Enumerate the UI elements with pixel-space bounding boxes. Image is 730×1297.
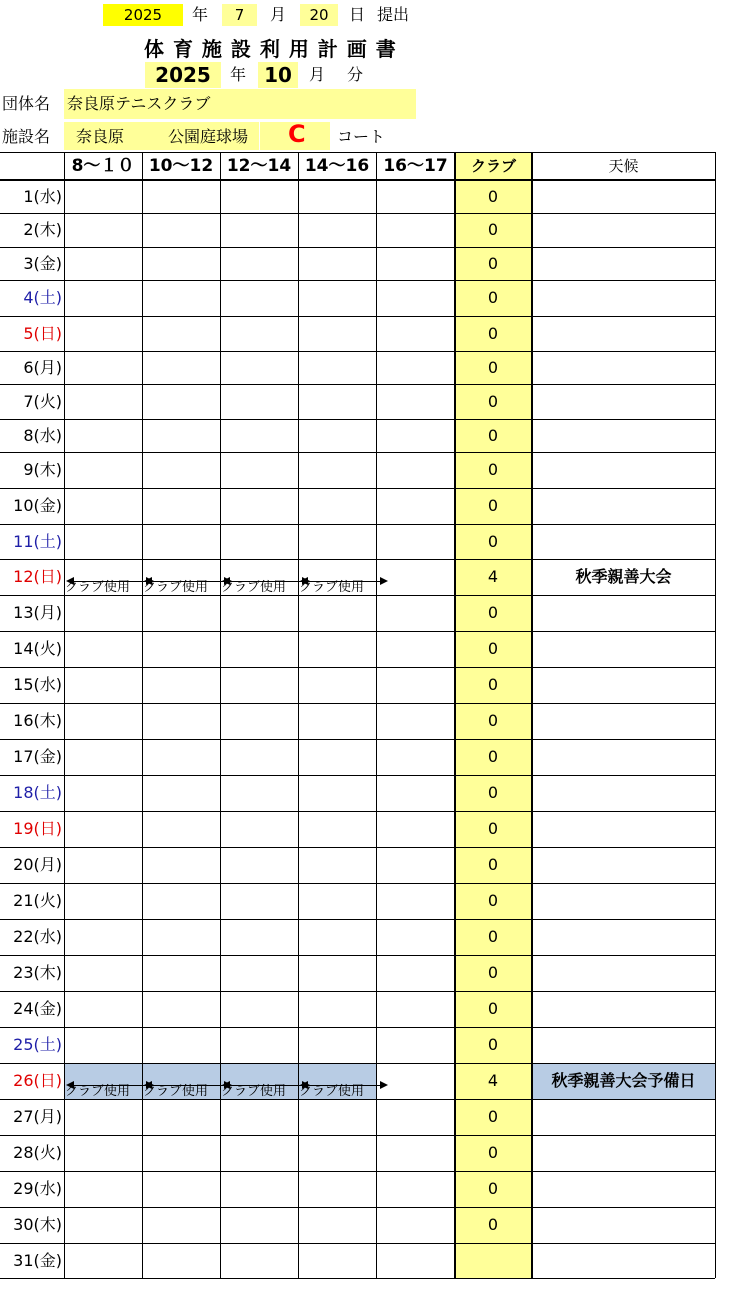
grid-line xyxy=(0,1243,715,1244)
club-count: 0 xyxy=(487,927,499,946)
club-use-label: クラブ使用 xyxy=(221,580,287,595)
club-count: 0 xyxy=(487,460,499,479)
grid-line xyxy=(0,419,715,420)
day-label: 16(木) xyxy=(13,711,62,730)
club-count: 0 xyxy=(487,891,499,910)
grid-line xyxy=(0,595,715,596)
club-count: 0 xyxy=(487,288,499,307)
day-label: 30(木) xyxy=(13,1215,62,1234)
plan-suffix: 分 xyxy=(347,65,364,84)
column-header: 14～16 xyxy=(304,156,370,176)
grid-line xyxy=(0,703,715,704)
day-label: 26(日) xyxy=(13,1071,62,1090)
grid-line xyxy=(0,488,715,489)
club-count: 0 xyxy=(487,1179,499,1198)
day-label: 9(木) xyxy=(23,460,62,479)
day-label: 10(金) xyxy=(13,496,62,515)
club-count: 0 xyxy=(487,819,499,838)
day-label: 6(月) xyxy=(23,358,62,377)
facility-label: 施設名 xyxy=(2,127,51,146)
day-label: 2(木) xyxy=(23,220,62,239)
club-count: 0 xyxy=(487,639,499,658)
column-header: 10～12 xyxy=(148,156,214,176)
day-label: 15(水) xyxy=(13,675,62,694)
grid-line xyxy=(0,847,715,848)
column-header: 12～14 xyxy=(226,156,292,176)
club-count: 0 xyxy=(487,220,499,239)
grid-line xyxy=(0,739,715,740)
grid-line xyxy=(0,316,715,317)
club-count: 0 xyxy=(487,711,499,730)
club-count: 0 xyxy=(487,532,499,551)
day-label: 12(日) xyxy=(13,567,62,586)
grid-line xyxy=(0,667,715,668)
grid-line xyxy=(0,1207,715,1208)
org-label: 団体名 xyxy=(2,94,51,113)
club-use-label: クラブ使用 xyxy=(299,580,365,595)
day-label: 19(日) xyxy=(13,819,62,838)
grid-line xyxy=(531,152,533,1278)
club-count: 0 xyxy=(487,358,499,377)
column-header: クラブ xyxy=(470,157,516,175)
club-count: 4 xyxy=(487,567,499,586)
grid-line xyxy=(298,152,299,1278)
grid-line xyxy=(0,811,715,812)
day-label: 4(土) xyxy=(23,288,62,307)
day-label: 24(金) xyxy=(13,999,62,1018)
grid-line xyxy=(0,1027,715,1028)
submit-day: 20 xyxy=(300,4,338,26)
club-count: 0 xyxy=(487,426,499,445)
grid-line xyxy=(0,179,715,181)
day-label: 27(月) xyxy=(13,1107,62,1126)
grid-line xyxy=(0,351,715,352)
column-header: 8～１０ xyxy=(71,156,135,176)
day-label: 28(火) xyxy=(13,1143,62,1162)
day-label: 20(月) xyxy=(13,855,62,874)
grid-line xyxy=(0,775,715,776)
day-label: 31(金) xyxy=(13,1251,62,1270)
club-count: 0 xyxy=(487,747,499,766)
day-label: 25(土) xyxy=(13,1035,62,1054)
grid-line xyxy=(0,883,715,884)
club-use-label: クラブ使用 xyxy=(65,1084,131,1099)
org-name: 奈良原テニスクラブ xyxy=(64,89,416,119)
day-label: 22(水) xyxy=(13,927,62,946)
plan-month-unit: 月 xyxy=(309,65,326,84)
grid-line xyxy=(376,152,377,1278)
plan-year-unit: 年 xyxy=(230,65,247,84)
facility-name: 奈良原 xyxy=(76,127,125,146)
day-label: 5(日) xyxy=(23,324,62,343)
grid-line xyxy=(0,1099,715,1100)
day-unit: 日 xyxy=(349,5,366,24)
club-count: 0 xyxy=(487,963,499,982)
club-count: 0 xyxy=(487,496,499,515)
club-count: 0 xyxy=(487,999,499,1018)
grid-line xyxy=(715,152,716,1278)
court-letter: C xyxy=(288,120,306,148)
grid-line xyxy=(0,452,715,453)
submit-month: 7 xyxy=(222,4,257,26)
day-label: 8(水) xyxy=(23,426,62,445)
grid-line xyxy=(0,955,715,956)
club-count: 4 xyxy=(487,1071,499,1090)
grid-line xyxy=(0,1171,715,1172)
grid-line xyxy=(220,152,221,1278)
day-label: 3(金) xyxy=(23,254,62,273)
submit-label: 提出 xyxy=(377,5,410,24)
grid-line xyxy=(0,524,715,525)
club-use-label: クラブ使用 xyxy=(221,1084,287,1099)
column-header: 天候 xyxy=(608,157,639,175)
club-count: 0 xyxy=(487,1143,499,1162)
arrow-right-icon xyxy=(380,577,388,585)
grid-line xyxy=(0,280,715,281)
club-use-label: クラブ使用 xyxy=(65,580,131,595)
plan-month: 10 xyxy=(258,62,298,88)
day-label: 7(火) xyxy=(23,392,62,411)
grid-line xyxy=(0,1278,715,1279)
day-label: 18(土) xyxy=(13,783,62,802)
year-unit: 年 xyxy=(192,5,209,24)
club-count: 0 xyxy=(487,675,499,694)
club-count: 0 xyxy=(487,324,499,343)
grid-line xyxy=(0,991,715,992)
grid-line xyxy=(64,152,65,1278)
club-count: 0 xyxy=(487,187,499,206)
day-label: 21(火) xyxy=(13,891,62,910)
club-count: 0 xyxy=(487,1215,499,1234)
club-count: 0 xyxy=(487,1035,499,1054)
grid-line xyxy=(0,631,715,632)
club-use-label: クラブ使用 xyxy=(143,580,209,595)
grid-line xyxy=(0,152,715,153)
plan-year: 2025 xyxy=(145,62,221,88)
club-count xyxy=(455,1243,531,1278)
page-title: 体 育 施 設 利 用 計 画 書 xyxy=(144,37,397,61)
column-header: 16～17 xyxy=(383,156,448,176)
day-label: 13(月) xyxy=(13,603,62,622)
court-unit: コート xyxy=(337,127,386,146)
club-count: 0 xyxy=(487,254,499,273)
grid-line xyxy=(0,247,715,248)
day-label: 1(水) xyxy=(23,187,62,206)
day-label: 23(木) xyxy=(13,963,62,982)
club-count: 0 xyxy=(487,603,499,622)
day-label: 17(金) xyxy=(13,747,62,766)
grid-line xyxy=(142,152,143,1278)
club-use-label: クラブ使用 xyxy=(299,1084,365,1099)
grid-line xyxy=(0,919,715,920)
arrow-right-icon xyxy=(380,1081,388,1089)
weather-note: 秋季親善大会 xyxy=(575,567,672,586)
grid-line xyxy=(0,384,715,385)
weather-note: 秋季親善大会予備日 xyxy=(551,1071,696,1090)
club-count: 0 xyxy=(487,855,499,874)
club-count: 0 xyxy=(487,392,499,411)
grid-line xyxy=(0,1135,715,1136)
month-unit: 月 xyxy=(270,5,287,24)
day-label: 11(土) xyxy=(13,532,62,551)
grid-line xyxy=(0,213,715,214)
club-count: 0 xyxy=(487,783,499,802)
club-count: 0 xyxy=(487,1107,499,1126)
day-label: 29(水) xyxy=(13,1179,62,1198)
submit-year: 2025 xyxy=(103,4,183,26)
facility-detail: 公園庭球場 xyxy=(168,127,249,146)
day-label: 14(火) xyxy=(13,639,62,658)
club-use-label: クラブ使用 xyxy=(143,1084,209,1099)
